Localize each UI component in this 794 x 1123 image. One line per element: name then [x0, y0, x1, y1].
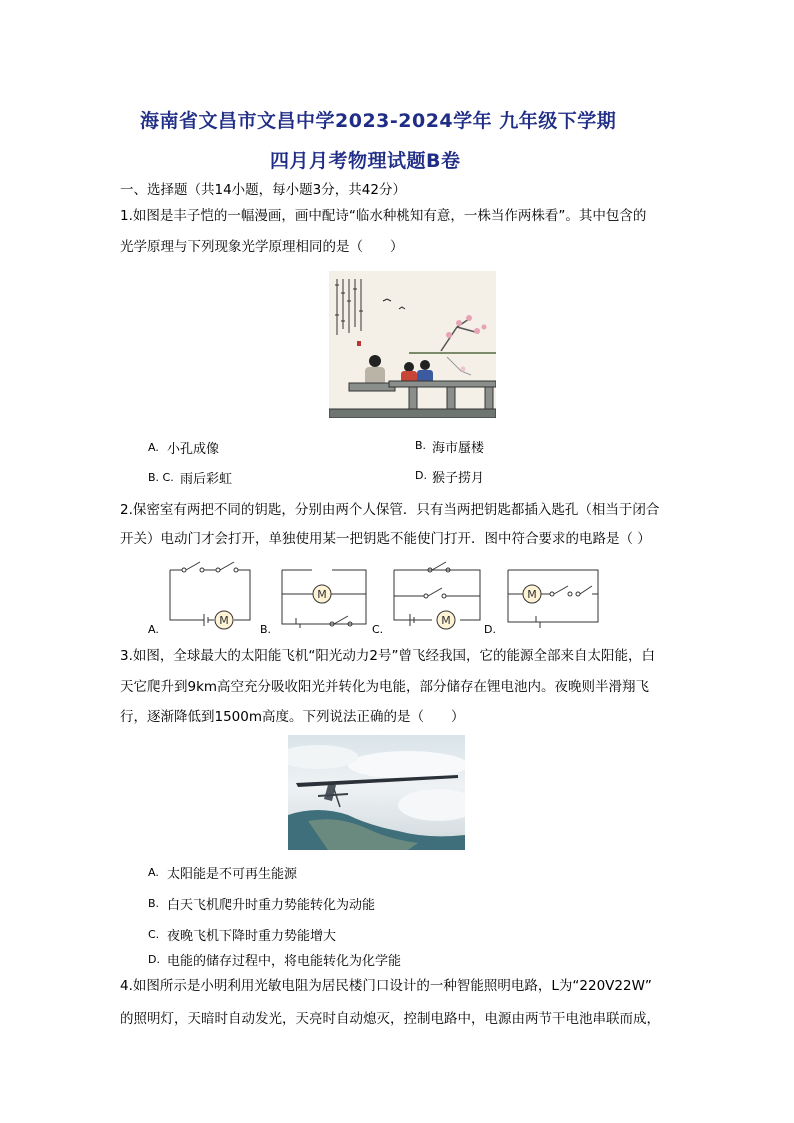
q2-line1: 2.保密室有两把不同的钥匙，分别由两个人保管．只有当两把钥匙都插入匙孔（相当于闭合 [120, 502, 660, 518]
q1-option-d-text: 猴子捞月 [432, 471, 485, 486]
q3-option-b-text: 白天飞机爬升时重力势能转化为动能 [167, 898, 376, 913]
circuit-d [508, 570, 598, 628]
circuit-a-label: A. [148, 623, 159, 636]
q1-line2: 光学原理与下列现象光学原理相同的是（ ） [120, 239, 404, 255]
q1-option-a-text: 小孔成像 [167, 442, 220, 457]
q1-line1: 1.如图是丰子恺的一幅漫画，画中配诗“临水种桃知有意，一株当作两株看”。其中包含的 [120, 208, 647, 224]
q3-option-d-letter: D. [148, 953, 160, 966]
circuit-a [170, 562, 250, 629]
q1-option-c-text: 雨后彩虹 [180, 472, 233, 487]
q2-circuit-diagrams [140, 556, 610, 638]
q3-line2: 天它爬升到9km高空充分吸收阳光并转化为电能，部分储存在锂电池内。夜晚则半滑翔飞 [120, 679, 650, 695]
q1-cartoon-image [329, 271, 496, 418]
circuit-d-motor-label: M [527, 588, 537, 601]
circuit-c-label: C. [372, 623, 384, 636]
q1-option-a-letter: A. [148, 441, 159, 454]
circuit-c [394, 562, 480, 629]
q3-option-c-letter: C. [148, 928, 160, 941]
q3-option-b-letter: B. [148, 897, 160, 910]
circuit-b-motor-label: M [317, 588, 327, 601]
circuit-d-label: D. [484, 623, 496, 636]
circuit-c-motor-label: M [441, 614, 451, 627]
circuit-a-motor-label: M [219, 614, 229, 627]
document-title-line1: 海南省文昌市文昌中学2023-2024学年 九年级下学期 [140, 110, 617, 132]
q3-solar-plane-photo [288, 735, 465, 850]
q1-option-c-letter: B. C. [148, 471, 174, 484]
q1-option-b-text: 海市蜃楼 [432, 441, 485, 456]
q2-line2: 开关）电动门才会打开，单独使用某一把钥匙不能使门打开．图中符合要求的电路是（ ） [120, 531, 651, 547]
q3-line3: 行，逐渐降低到1500m高度。下列说法正确的是（ ） [120, 709, 465, 725]
q1-option-b-letter: B. [415, 439, 427, 452]
document-title-line2: 四月月考物理试题B卷 [270, 150, 461, 172]
q3-option-a-text: 太阳能是不可再生能源 [167, 867, 298, 882]
q3-option-c-text: 夜晚飞机下降时重力势能增大 [167, 929, 337, 944]
section-header: 一、选择题（共14小题，每小题3分，共42分） [120, 182, 406, 198]
circuit-b-label: B. [260, 623, 272, 636]
q1-option-d-letter: D. [415, 469, 427, 482]
q4-line2: 的照明灯，天暗时自动发光，天亮时自动熄灭，控制电路中，电源由两节干电池串联而成， [120, 1011, 660, 1027]
q4-line1: 4.如图所示是小明利用光敏电阻为居民楼门口设计的一种智能照明电路，L为“220V22W” [120, 978, 652, 994]
q3-option-d-text: 电能的储存过程中，将电能转化为化学能 [167, 954, 402, 969]
q3-option-a-letter: A. [148, 866, 159, 879]
q3-line1: 3.如图，全球最大的太阳能飞机“阳光动力2号”曾飞经我国，它的能源全部来自太阳能，白 [120, 648, 655, 664]
